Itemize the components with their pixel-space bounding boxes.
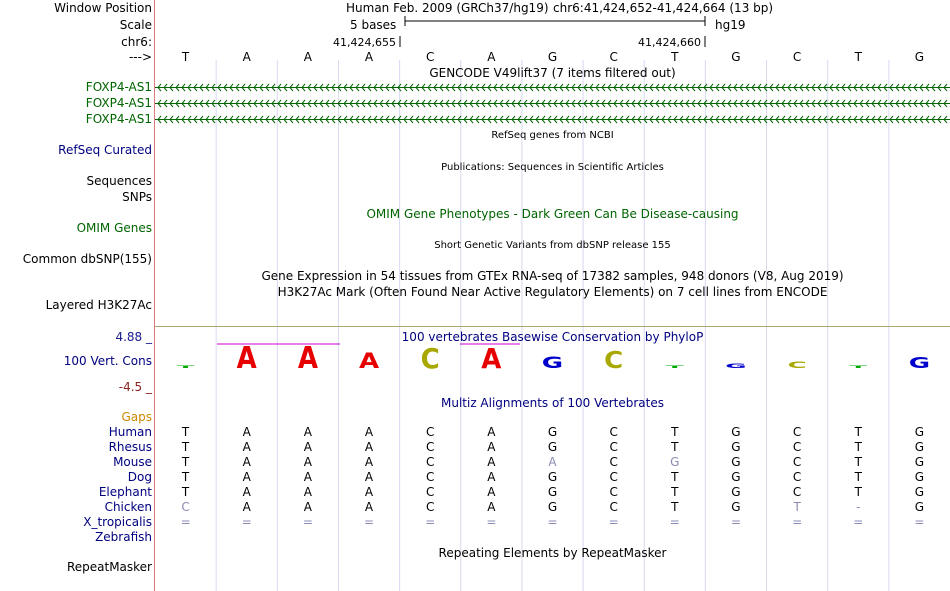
alignment-base: T (671, 485, 679, 499)
base-10: C (792, 50, 802, 64)
alignment-base: T (671, 425, 679, 439)
base-1: A (242, 50, 251, 64)
species-label-zebrafish[interactable]: Zebrafish (95, 530, 152, 544)
species-label-rhesus[interactable]: Rhesus (108, 440, 152, 454)
gene-label-foxp4-as1-1[interactable]: FOXP4-AS1 (85, 80, 152, 94)
logo-letter-11: T (849, 365, 868, 369)
alignment-base: G (731, 500, 741, 514)
window-position-value: chr6:41,424,652-41,424,664 (13 bp) (553, 1, 774, 15)
alignment-base: C (425, 440, 435, 454)
alignment-base: = (425, 515, 436, 529)
species-label-x_tropicalis[interactable]: X_tropicalis (83, 515, 152, 529)
alignment-base: = (180, 515, 191, 529)
alignment-base: T (181, 440, 190, 454)
alignment-base: T (854, 425, 862, 439)
base-5: A (487, 50, 496, 64)
alignment-base: G (670, 455, 680, 469)
conservation-min-label: -4.5 _ (118, 380, 152, 394)
alignment-base: = (669, 515, 680, 529)
alignment-base: C (609, 455, 618, 469)
window-position-label: Window Position (54, 1, 152, 15)
alignment-base: G (914, 440, 925, 454)
species-label-elephant[interactable]: Elephant (98, 485, 152, 499)
assembly-name: Human Feb. 2009 (GRCh37/hg19) (346, 1, 549, 15)
alignment-base: = (241, 515, 252, 529)
alignment-base: A (487, 455, 496, 469)
logo-letter-7: C (604, 346, 624, 374)
logo-letter-10: C (787, 359, 807, 371)
common-dbsnp-label[interactable]: Common dbSNP(155) (22, 252, 152, 266)
h3k27ac-title[interactable]: H3K27Ac Mark (Often Found Near Active Regulatory Elements) on 7 cell lines from ENCODE (277, 285, 828, 299)
logo-letter-4: C (420, 343, 440, 376)
alignment-base: C (425, 455, 435, 469)
alignment-base: G (547, 500, 558, 514)
chrom-label: chr6: (121, 35, 152, 49)
alignment-base: A (242, 455, 251, 469)
alignment-base: C (425, 425, 435, 439)
alignment-base: T (793, 500, 801, 514)
conservation-track-label[interactable]: 100 Vert. Cons (63, 354, 152, 368)
alignment-base: = (302, 515, 313, 529)
alignment-base: A (303, 470, 312, 484)
logo-letter-0: T (176, 365, 195, 369)
alignment-base: C (792, 485, 802, 499)
alignment-base: A (242, 485, 251, 499)
alignment-base: G (914, 425, 925, 439)
alignment-base: G (914, 485, 925, 499)
alignment-base: T (181, 485, 190, 499)
base-6: G (547, 50, 558, 64)
base-2: A (303, 50, 312, 64)
alignment-base: = (853, 515, 864, 529)
coord-left: 41,424,655 (333, 36, 396, 49)
sequences-label[interactable]: Sequences (86, 174, 152, 188)
alignment-base: G (914, 500, 925, 514)
alignment-base: C (425, 470, 435, 484)
alignment-base: G (731, 485, 741, 499)
alignment-base: A (242, 470, 251, 484)
base-9: G (731, 50, 741, 64)
alignment-base: G (731, 455, 741, 469)
alignment-base: - (856, 500, 861, 514)
alignment-base: C (609, 440, 618, 454)
alignment-base: G (547, 470, 558, 484)
alignment-base: G (547, 440, 558, 454)
alignment-base: G (547, 425, 558, 439)
multiz-title[interactable]: Multiz Alignments of 100 Vertebrates (440, 396, 665, 410)
species-label-human[interactable]: Human (108, 425, 152, 439)
alignment-base: T (671, 500, 679, 514)
alignment-base: C (425, 500, 435, 514)
alignment-base: C (792, 455, 802, 469)
refseq-title[interactable]: RefSeq genes from NCBI (491, 130, 614, 141)
base-4: C (425, 50, 435, 64)
gtex-title[interactable]: Gene Expression in 54 tissues from GTEx RNA-seq of 17382 samples, 948 donors (V8, Aug 2019) (261, 269, 844, 283)
alignment-base: A (548, 455, 557, 469)
alignment-base: C (181, 500, 190, 514)
logo-letter-5: A (481, 343, 502, 376)
logo-letter-9: G (725, 362, 747, 370)
alignment-base: C (792, 470, 802, 484)
scale-text: 5 bases (350, 18, 397, 32)
alignment-base: T (181, 455, 190, 469)
alignment-base: A (242, 425, 251, 439)
alignment-base: A (364, 485, 374, 499)
omim-genes-label[interactable]: OMIM Genes (76, 221, 152, 235)
alignment-base: T (671, 440, 679, 454)
alignment-base: C (425, 485, 435, 499)
snps-label[interactable]: SNPs (122, 190, 152, 204)
alignment-base: A (303, 440, 312, 454)
dbsnp-title[interactable]: Short Genetic Variants from dbSNP release 155 (434, 240, 671, 251)
alignment-base: = (914, 515, 925, 529)
alignment-base: C (609, 500, 618, 514)
alignment-base: T (671, 470, 679, 484)
alignment-base: = (608, 515, 619, 529)
alignment-base: A (487, 500, 496, 514)
base-7: C (609, 50, 618, 64)
alignment-base: A (364, 425, 374, 439)
alignment-base: = (547, 515, 558, 529)
conservation-title[interactable]: 100 vertebrates Basewise Conservation by PhyloP (401, 330, 704, 344)
logo-letter-3: A (358, 348, 380, 374)
alignment-base: A (364, 440, 374, 454)
logo-letter-8: T (665, 365, 684, 369)
gene-label-foxp4-as1-2[interactable]: FOXP4-AS1 (85, 96, 152, 110)
alignment-base: C (792, 440, 802, 454)
logo-letter-1: A (236, 339, 257, 376)
alignment-base: T (854, 470, 862, 484)
repeatmasker-label[interactable]: RepeatMasker (66, 560, 152, 574)
alignment-base: = (486, 515, 497, 529)
alignment-base: G (731, 440, 741, 454)
base-12: G (914, 50, 925, 64)
alignment-base: A (303, 455, 312, 469)
alignment-base: T (854, 440, 862, 454)
conservation-max-label: 4.88 _ (115, 330, 152, 344)
alignment-base: A (364, 455, 374, 469)
alignment-base: T (854, 455, 862, 469)
base-3: A (364, 50, 374, 64)
logo-letter-6: G (541, 354, 564, 373)
alignment-base: T (854, 485, 862, 499)
species-label-dog[interactable]: Dog (127, 470, 152, 484)
species-label-chicken[interactable]: Chicken (104, 500, 152, 514)
alignment-base: G (914, 455, 925, 469)
publications-title[interactable]: Publications: Sequences in Scientific Articles (441, 162, 664, 173)
logo-letter-12: G (908, 353, 931, 372)
db-name: hg19 (715, 18, 746, 32)
coord-right: 41,424,660 (638, 36, 701, 49)
omim-title[interactable]: OMIM Gene Phenotypes - Dark Green Can Be Disease-causing (366, 207, 739, 221)
alignment-base: T (181, 470, 190, 484)
gene-label-foxp4-as1-3[interactable]: FOXP4-AS1 (85, 112, 152, 126)
alignment-base: A (303, 500, 312, 514)
alignment-base: G (914, 470, 925, 484)
alignment-base: A (242, 440, 251, 454)
alignment-base: A (487, 425, 496, 439)
alignment-base: G (731, 425, 741, 439)
layered-h3k27ac-label[interactable]: Layered H3K27Ac (45, 298, 152, 312)
scale-label: Scale (119, 18, 152, 32)
gaps-label[interactable]: Gaps (121, 410, 152, 424)
alignment-base: C (792, 425, 802, 439)
repeatmasker-title[interactable]: Repeating Elements by RepeatMasker (438, 546, 667, 560)
alignment-base: T (181, 425, 190, 439)
alignment-base: G (731, 470, 741, 484)
logo-letter-2: A (297, 339, 318, 376)
base-8: T (671, 50, 679, 64)
alignment-base: = (792, 515, 803, 529)
species-label-mouse[interactable]: Mouse (113, 455, 152, 469)
alignment-base: A (487, 485, 496, 499)
gencode-title[interactable]: GENCODE V49lift37 (7 items filtered out) (429, 66, 676, 80)
base-11: T (854, 50, 862, 64)
alignment-base: C (609, 485, 618, 499)
alignment-base: C (609, 425, 618, 439)
alignment-base: A (303, 485, 312, 499)
base-0: T (181, 50, 190, 64)
alignment-base: A (364, 470, 374, 484)
strand-arrow-label: ---> (128, 50, 152, 64)
alignment-base: = (364, 515, 375, 529)
alignment-base: G (547, 485, 558, 499)
alignment-base: A (242, 500, 251, 514)
alignment-base: A (487, 470, 496, 484)
alignment-base: A (303, 425, 312, 439)
refseq-curated-label[interactable]: RefSeq Curated (58, 143, 152, 157)
alignment-base: C (609, 470, 618, 484)
alignment-base: A (364, 500, 374, 514)
alignment-base: = (730, 515, 742, 529)
alignment-base: A (487, 440, 496, 454)
